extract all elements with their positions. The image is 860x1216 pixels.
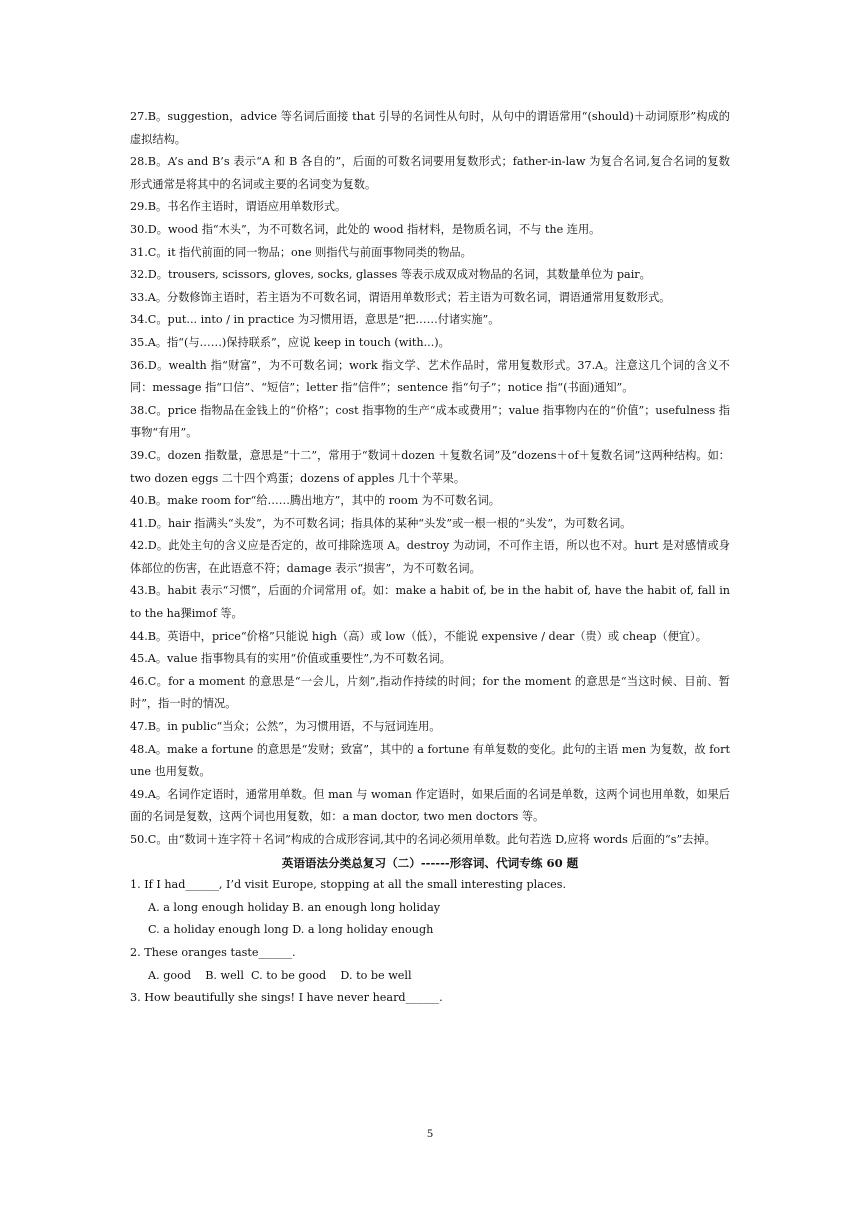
answer-item: 35.A。指“(与……)保持联系”，应说 keep in touch (with...)。 (130, 335, 450, 349)
answer-item: 27.B。suggestion，advice 等名词后面接 that 引导的名词性从句时，从句中的谓语常用“(should)＋动词原形”构成的虚拟结构。 (130, 110, 730, 146)
answer-item: 32.D。trousers, scissors, gloves, socks, glasses 等表示成双成对物品的名词，其数量单位为 pair。 (130, 268, 651, 282)
answer-item: 47.B。in public“当众；公然”，为习惯用语，不与冠词连用。 (130, 720, 441, 734)
answer-item: 28.B。A’s and B’s 表示“A 和 B 各自的”，后面的可数名词要用复数形式；father-in-law 为复合名词,复合名词的复数形式通常是将其中的名词或主要的名词变为复数。 (130, 155, 730, 191)
answer-item: 36.D。wealth 指“财富”，为不可数名词；work 指文学、艺术作品时，常用复数形式。37.A。注意这几个词的含义不同：message 指“口信”、“短信”；letter 指“信件”；sentence 指“句子”；notice 指“(书面)通知”。 (130, 358, 730, 395)
answer-item: 49.A。名词作定语时，通常用单数。但 man 与 woman 作定语时，如果后面的名词是单数，这两个词也用单数，如果后面的名词是复数，这两个词也用复数，如：a man doctor, two men doctors 等。 (130, 787, 730, 824)
answer-item: 38.C。price 指物品在金钱上的“价格”；cost 指事物的生产“成本或费用”；value 指事物内在的“价值”；usefulness 指事物“有用”。 (130, 403, 730, 440)
answer-explanations (130, 106, 730, 852)
answer-item: 44.B。英语中，price“价格”只能说 high（高）或 low（低），不能说 expensive / dear（贵）或 cheap（便宜）。 (130, 629, 707, 643)
answer-item: 33.A。分数修饰主语时，若主语为不可数名词，谓语用单数形式；若主语为可数名词，谓语通常用复数形式。 (130, 290, 671, 304)
section-title: 英语语法分类总复习（二）------形容词、代词专练 60 题 (281, 855, 579, 870)
question-stem: 3. How beautifully she sings! I have never heard______. (130, 991, 443, 1005)
answer-item: 31.C。it 指代前面的同一物品；one 则指代与前面事物同类的物品。 (130, 245, 472, 259)
answer-item: 34.C。put... into / in practice 为习惯用语，意思是“把……付诸实施”。 (130, 313, 500, 327)
answer-item: 45.A。value 指事物具有的实用“价值或重要性”,为不可数名词。 (130, 652, 451, 666)
question-stem: 2. These oranges taste______. (130, 945, 296, 959)
answer-item: 46.C。for a moment 的意思是“一会儿，片刻”,指动作持续的时间；for the moment 的意思是“当这时候、目前、暂时”，指一时的情况。 (130, 674, 730, 711)
answer-item: 50.C。由“数词＋连字符＋名词”构成的合成形容词,其中的名词必须用单数。此句若选 D,应将 words 后面的“s”去掉。 (130, 833, 716, 846)
question-stem: 1. If I had______, I’d visit Europe, stopping at all the small interesting places. (130, 878, 567, 892)
answer-item: 42.D。此处主句的含义应是否定的，故可排除选项 A。destroy 为动词，不可作主语，所以也不对。hurt 是对感情或身体部位的伤害，在此语意不符；damage 表示“损害”，为不可数名词。 (130, 539, 730, 575)
answer-item: 41.D。hair 指满头“头发”，为不可数名词；指具体的某种“头发”或一根一根的“头发”，为可数名词。 (130, 516, 632, 530)
page-number: 5 (427, 1126, 433, 1140)
answer-item: 39.C。dozen 指数量，意思是“十二”，常用于“数词＋dozen ＋复数名词”及“dozens＋of＋复数名词”这两种结构。如：two dozen eggs 二十四个鸡蛋；dozens of apples 几十个苹果。 (130, 448, 730, 485)
answer-item: 30.D。wood 指“木头”，为不可数名词，此处的 wood 指材料，是物质名词，不与 the 连用。 (130, 222, 601, 236)
question-options: A. a long enough holiday B. an enough long holiday (148, 900, 441, 914)
question-options: A. good B. well C. to be good D. to be well (148, 968, 412, 982)
question-list (130, 874, 730, 1010)
answer-item: 29.B。书名作主语时，谓语应用单数形式。 (130, 200, 347, 214)
page-content (130, 106, 730, 1010)
answer-item: 48.A。make a fortune 的意思是“发财；致富”，其中的 a fortune 有单复数的变化。此句的主语 men 为复数，故 fortune 也用复数。 (130, 742, 730, 779)
answer-item: 40.B。make room for“给……腾出地方”，其中的 room 为不可数名词。 (130, 494, 500, 508)
question-options: C. a holiday enough long D. a long holiday enough (148, 923, 434, 937)
answer-item: 43.B。habit 表示“习惯”，后面的介词常用 of。如：make a habit of, be in the habit of, have the habit of, fall into the ha猓imof 等。 (130, 584, 730, 621)
